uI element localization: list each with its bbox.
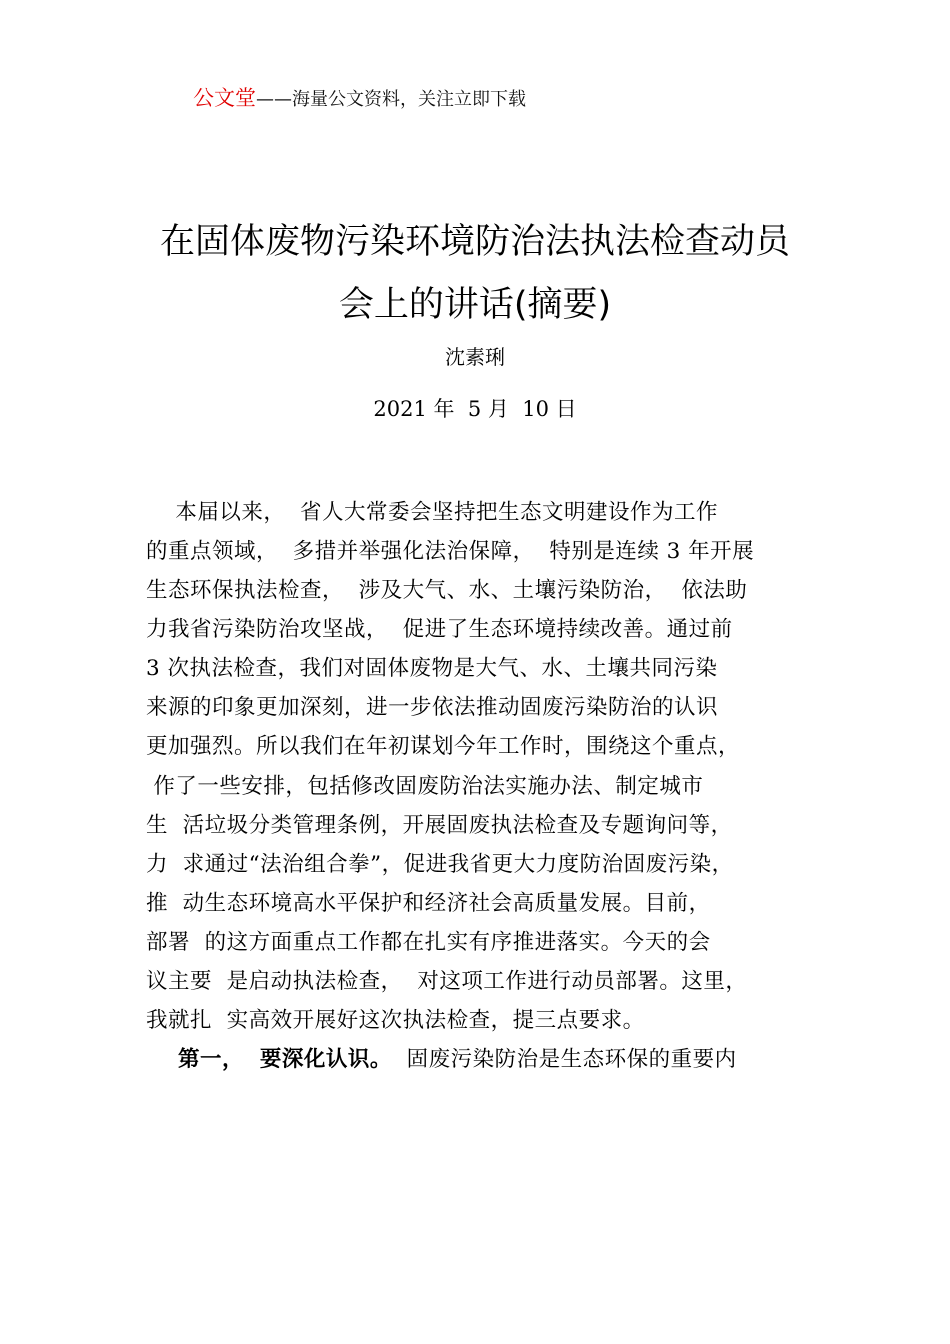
body-line: 推 动生态环境高水平保护和经济社会高质量发展。目前， — [146, 891, 711, 916]
body-line: 我就扎 实高效开展好这次执法检查，提三点要求。 — [146, 1008, 645, 1033]
body-line: 力 求通过“法治组合拳”，促进我省更大力度防治固废污染， — [146, 852, 734, 877]
document-title-line-2: 会上的讲话(摘要) — [338, 285, 612, 325]
body-line: 的重点领域， 多措并举强化法治保障， 特别是连续 3 年开展 — [146, 539, 755, 564]
section-heading: 第一， 要深化认识。 — [146, 1047, 392, 1072]
document-title-line-1: 在固体废物污染环境防治法执法检查动员 — [159, 222, 790, 262]
brand-name: 公文堂 — [193, 86, 256, 110]
body-line: 更加强烈。所以我们在年初谋划今年工作时，围绕这个重点， — [146, 734, 741, 759]
body-line: 生 活垃圾分类管理条例，开展固废执法检查及专题询问等， — [146, 813, 733, 838]
body-line: 来源的印象更加深刻，进一步依法推动固废污染防治的认识 — [146, 695, 719, 720]
body-line: 部署 的这方面重点工作都在扎实有序推进落实。今天的会 — [146, 930, 711, 955]
body-line-section-heading — [146, 1045, 737, 1075]
author-name: 沈素琍 — [445, 345, 505, 369]
body-line: 议主要 是启动执法检查， 对这项工作进行动员部署。这里， — [146, 969, 748, 994]
body-line: 本届以来， 省人大常委会坚持把生态文明建设作为工作 — [146, 500, 719, 525]
header-banner — [193, 84, 526, 114]
document-date: 2021 年 5 月 10 日 — [373, 397, 577, 421]
header-tagline: ——海量公文资料，关注立即下载 — [256, 89, 526, 110]
body-line: 力我省污染防治攻坚战， 促进了生态环境持续改善。通过前 — [146, 617, 733, 642]
body-line: 作了一些安排，包括修改固废防治法实施办法、制定城市 — [146, 774, 704, 799]
section-text: 固废污染防治是生态环保的重要内 — [391, 1047, 737, 1072]
body-line: 3 次执法检查，我们对固体废物是大气、水、土壤共同污染 — [146, 656, 718, 681]
body-line: 生态环保执法检查， 涉及大气、水、土壤污染防治， 依法助 — [146, 578, 748, 603]
